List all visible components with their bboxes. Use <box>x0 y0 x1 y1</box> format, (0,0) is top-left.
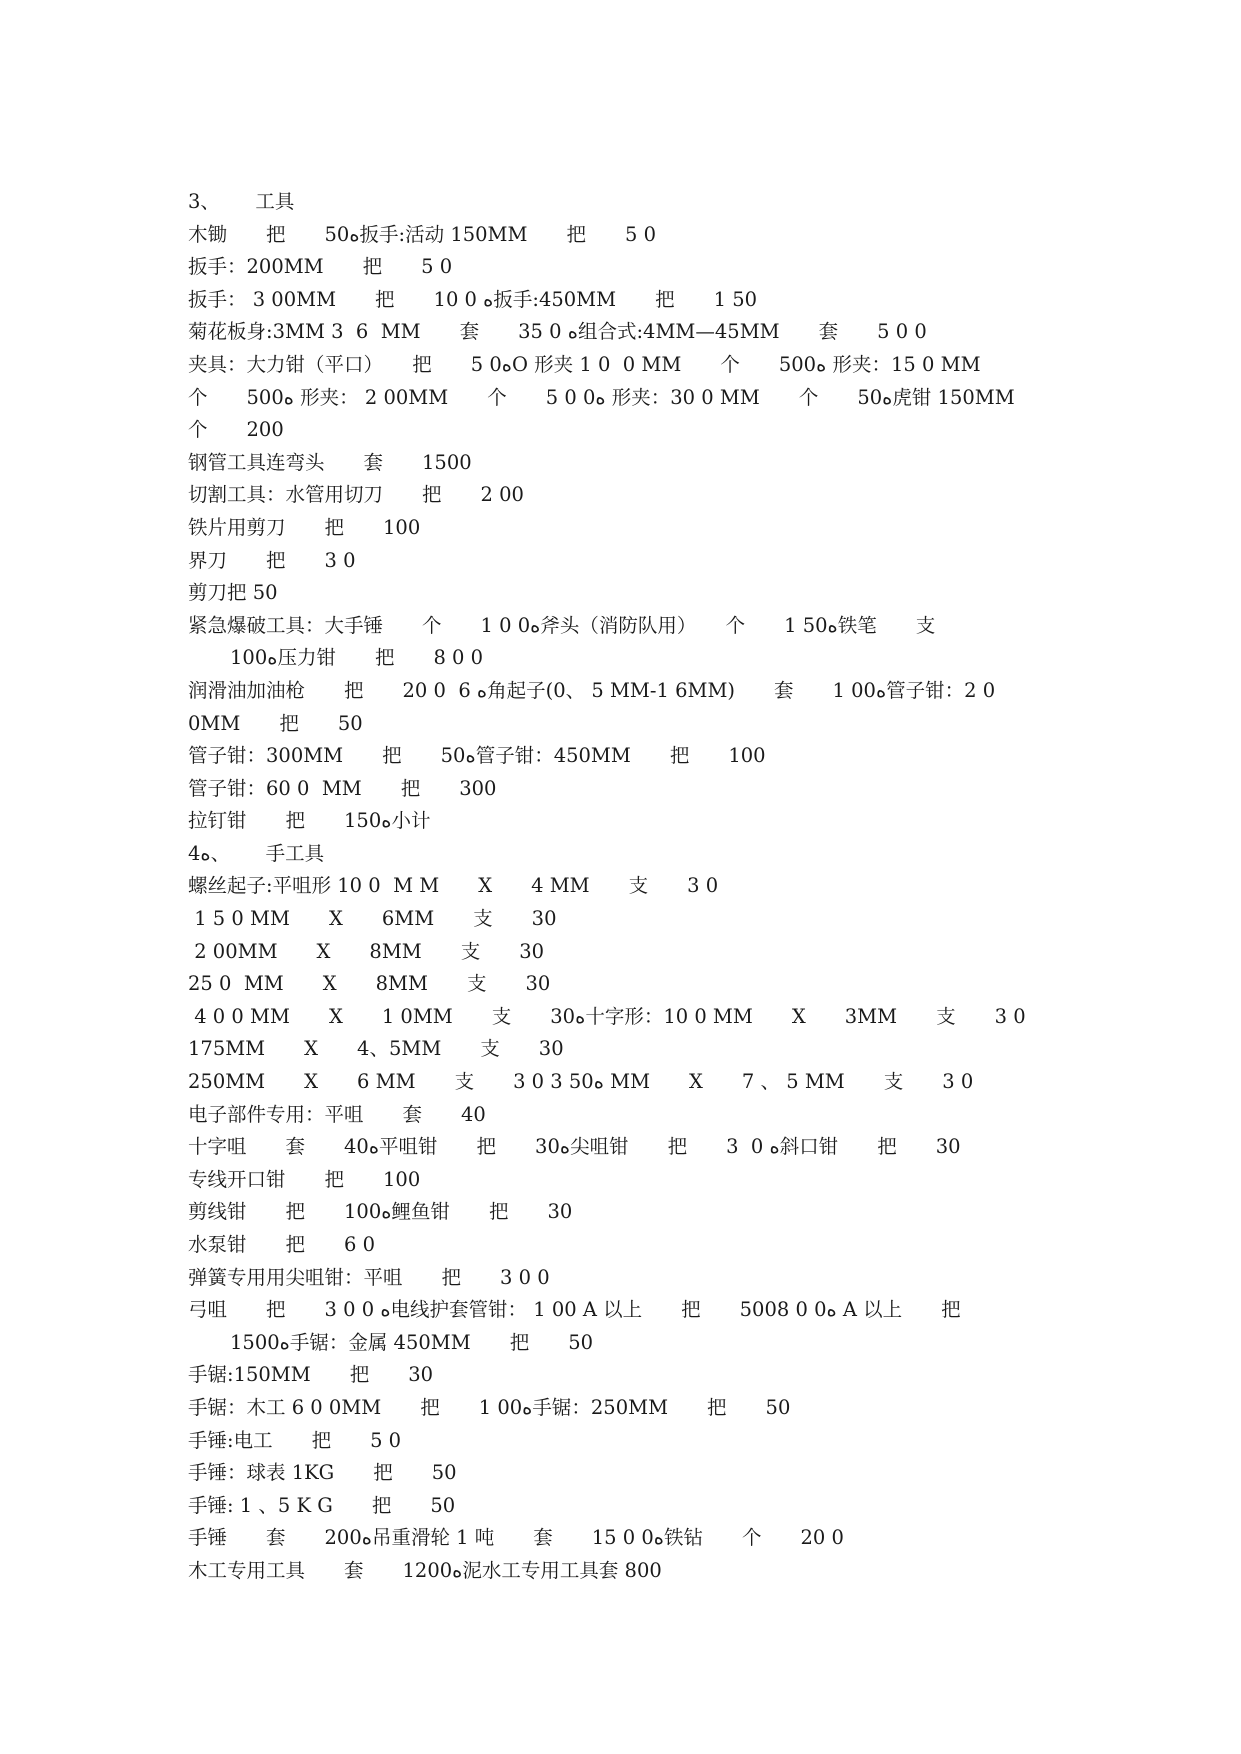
text-line: 手锯：木工 6 0 0MM 把 1 00ه手锯：250MM 把 50 <box>188 1395 791 1419</box>
text-line: 手锤：球表 1KG 把 50 <box>188 1461 457 1485</box>
text-line: 水泵钳 把 6 0 <box>188 1233 376 1256</box>
text-line: 管子钳：60 0 MM 把 300 <box>188 776 497 800</box>
text-line: 个 200 <box>188 418 284 442</box>
text-line: 扳手：200MM 把 5 0 <box>188 255 453 279</box>
text-line: 手锤: 1 、5 K G 把 50 <box>188 1493 456 1517</box>
text-line: 扳手： 3 00MM 把 10 0 ه扳手:450MM 把 1 50 <box>188 287 758 311</box>
text-line: 2 00MM X 8MM 支 30 <box>188 939 545 963</box>
text-line: 紧急爆破工具：大手锤 个 1 0 0ه斧头（消防队用） 个 1 50ه铁笔 支 <box>188 613 936 637</box>
text-line: 切割工具：水管用切刀 把 2 00 <box>188 483 524 507</box>
text-line: 25 0 MM X 8MM 支 30 <box>188 972 551 996</box>
text-line: 手锤:电工 把 5 0 <box>188 1428 402 1452</box>
text-line: 夹具：大力钳（平口） 把 5 0هO 形夹 1 0 0 MM 个 50ه0 形夹：15 0 MM <box>188 352 981 376</box>
text-line: 250MM X 6 MM 支 3 0 3 50ه MM X 7 、 5 MM 支 3 0 <box>188 1070 974 1094</box>
text-line: 剪线钳 把 100ه鲤鱼钳 把 30 <box>188 1200 573 1224</box>
text-line: 3、 工具 <box>188 190 295 213</box>
text-line: 螺丝起子:平咀形 10 0 M M X 4 MM 支 3 0 <box>188 874 719 898</box>
text-line: 电子部件专用：平咀 套 40 <box>188 1102 486 1126</box>
text-line: 专线开口钳 把 100 <box>188 1167 421 1191</box>
text-line: 弓咀 把 3 0 0 ه电线护套管钳： 1 00 A 以上 把 5008 0 0ه A 以上 把 <box>188 1298 961 1322</box>
text-line: 润滑油加油枪 把 20 0 6 ه角起子(0、 5 MM-1 6MM) 套 1 00ه管子钳：2 0 <box>188 678 996 702</box>
text-line: 剪刀把 50 <box>188 581 278 605</box>
text-line: 175MM X 4、5MM 支 30 <box>188 1037 564 1061</box>
text-line: 4ه、 手工具 <box>188 841 325 865</box>
text-line: 铁片用剪刀 把 100 <box>188 515 421 539</box>
text-line: 界刀 把 3 0 <box>188 548 356 572</box>
text-line: 4 0 0 MM X 1 0MM 支 30ه十字形：10 0 MM X 3MM 支 3 0 <box>188 1004 1026 1028</box>
text-line: 钢管工具连弯头 套 1500 <box>188 450 472 474</box>
document-body <box>188 186 1068 1588</box>
text-line: 菊花板身:3MM 3 6 MM 套 35 0 ه组合式:4MM—45MM 套 5 0 0 <box>188 320 927 344</box>
text-line: 木工专用工具 套 1200ه泥水工专用工具套 800 <box>188 1558 662 1582</box>
text-line: 管子钳：300MM 把 50ه管子钳：450MM 把 100 <box>188 744 766 768</box>
text-line: 0MM 把 50 <box>188 711 363 735</box>
text-line: 100ه压力钳 把 8 0 0 <box>230 646 484 670</box>
text-line: 个 50ه0 形夹： 2 00MM 个 5 0 ه0 形夹：30 0 MM 个 50ه虎钳 150MM <box>188 385 1015 409</box>
text-line: 1500ه手锯：金属 450MM 把 50 <box>230 1330 594 1354</box>
text-line: 手锤 套 200ه吊重滑轮 1 吨 套 15 0 0ه铁钻 个 20 0 <box>188 1526 844 1550</box>
text-line: 手锯:150MM 把 30 <box>188 1363 434 1387</box>
text-line: 1 5 0 MM X 6MM 支 30 <box>188 907 557 931</box>
text-line: 木锄 把 50ه扳手:活动 150MM 把 5 0 <box>188 222 656 246</box>
text-line: 十字咀 套 40ه平咀钳 把 30ه尖咀钳 把 3 0 ه斜口钳 把 30 <box>188 1135 961 1159</box>
text-line: 拉钉钳 把 150ه小计 <box>188 809 431 833</box>
text-line: 弹簧专用用尖咀钳：平咀 把 3 0 0 <box>188 1265 550 1289</box>
